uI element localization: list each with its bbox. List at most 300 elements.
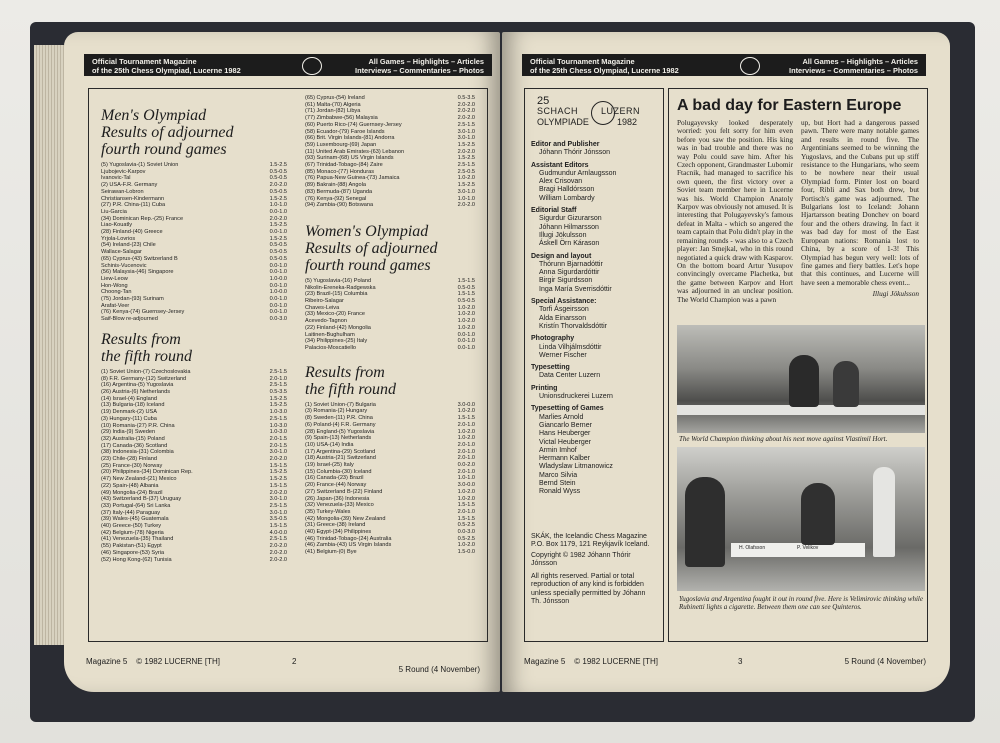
- result-row: [305, 189, 475, 196]
- score: 1.0-0.0: [269, 275, 287, 282]
- score: 1.0-2.0: [457, 428, 475, 435]
- staff-name: Kristín Thorvaldsdóttir: [539, 322, 607, 330]
- result-row: [305, 415, 475, 422]
- pairing: (65) Cyprus-(43) Switzerland B: [101, 255, 178, 262]
- score: 3.0-1.0: [269, 496, 287, 503]
- result-row: [101, 436, 287, 443]
- staff-name: Ronald Wyss: [539, 488, 581, 496]
- score: 1.0-2.0: [457, 495, 475, 502]
- article-headline: A bad day for Eastern Europe: [677, 97, 902, 114]
- score: 0.5-2.5: [457, 535, 475, 542]
- score: 2.0-2.0: [269, 182, 287, 189]
- player-silhouette: [801, 483, 835, 545]
- result-row: [305, 502, 475, 509]
- staff-name: Bernd Stein: [539, 479, 576, 487]
- staff-name: Linda Vilhjálmsdóttir: [539, 343, 602, 351]
- pairing: (52) Hong Kong-(62) Tunisia: [101, 556, 172, 563]
- result-row: [101, 516, 287, 523]
- result-row: [101, 389, 287, 396]
- result-row: [101, 316, 287, 323]
- score: 0.0-1.0: [457, 331, 475, 338]
- header-band-right: [522, 54, 926, 76]
- score: 2.0-2.0: [457, 115, 475, 122]
- score: 1.0-0.0: [269, 289, 287, 296]
- result-row: [305, 325, 475, 332]
- photo-caption-1: The World Champion thinking about his next move against Vlastimil Hort.: [679, 435, 888, 443]
- staff-name: Sigurdur Gizurarson: [539, 215, 602, 223]
- pairing: (5) Yugoslavia-(1) Soviet Union: [101, 162, 179, 168]
- result-row: [101, 490, 287, 497]
- pairing: (40) Egypt-(34) Philippines: [305, 529, 372, 536]
- staff-name: Marlies Arnold: [539, 413, 584, 421]
- score: 1.0-2.0: [457, 324, 475, 331]
- footer-left: Magazine 5 © 1982 LUCERNE [TH]: [524, 657, 658, 666]
- result-row: [101, 182, 287, 189]
- staff-name: Jóhann Hilmarsson: [539, 223, 599, 231]
- pairing: (94) Zambia-(90) Botswana: [305, 202, 374, 209]
- result-row: [305, 449, 475, 456]
- staff-heading: Design and layout: [531, 252, 592, 260]
- score: 2.5-1.5: [269, 536, 287, 543]
- heading-line: the fifth round: [305, 380, 396, 398]
- pairing: (20) Philippines-(34) Dominican Rep.: [101, 469, 193, 476]
- staff-name: Alex Crisovan: [539, 178, 583, 186]
- pairing: (14) Israel-(4) England: [101, 395, 157, 402]
- results-col-1: [101, 107, 287, 563]
- pairing: (33) Mexico-(20) France: [305, 311, 365, 318]
- result-row: [305, 338, 475, 345]
- pairing: (6) Poland-(4) F.R. Germany: [305, 421, 376, 428]
- pairing: (23) Chile-(28) Finland: [101, 456, 157, 463]
- header-left: Official Tournament Magazine of the 25th Chess Olympiad, Lucerne 1982: [530, 57, 679, 75]
- men-fifth-list: [101, 369, 287, 563]
- pairing: (46) Trinidad-Tobago-(24) Australia: [305, 535, 392, 542]
- result-row: [101, 256, 287, 263]
- result-row: [305, 278, 475, 285]
- nameplate: H. Olafsson: [739, 545, 766, 551]
- result-row: [305, 129, 475, 136]
- result-row: [101, 382, 287, 389]
- result-row: [305, 408, 475, 415]
- score: 3.0-1.0: [269, 449, 287, 456]
- pairing: (26) Austria-(6) Netherlands: [101, 388, 171, 395]
- score: 3.0-0.0: [457, 482, 475, 489]
- pairing: (28) England-(5) Yugoslavia: [305, 428, 375, 435]
- result-row: [305, 542, 475, 549]
- staff-name: Thórunn Bjarnadóttir: [539, 260, 603, 268]
- pairing: (10) USA-(14) India: [305, 441, 354, 448]
- skak-address: SKÁK, the Icelandic Chess Magazine P.O. Box 1179, 121 Reykjavík Iceland.: [531, 533, 650, 549]
- staff-heading: Editorial Staff: [531, 207, 577, 215]
- score: 0.5-0.5: [269, 188, 287, 195]
- score: 1.5-2.5: [457, 141, 475, 148]
- pairing: (43) Switzerland B-(37) Uruguay: [101, 496, 182, 503]
- pairing: (35) Turkey-Wales: [305, 508, 351, 515]
- result-row: [305, 475, 475, 482]
- pairing: (66) Brit. Virgin Islands-(81) Andorra: [305, 135, 395, 142]
- pairing: (41) Venezuela-(35) Thailand: [101, 536, 174, 543]
- result-row: [101, 263, 287, 270]
- score: 1.5-2.5: [457, 155, 475, 162]
- staff-name: Alda Einarsson: [539, 314, 587, 322]
- pairing: Liao-Kouatly: [101, 222, 133, 229]
- result-row: [101, 429, 287, 436]
- men-fifth-heading: [101, 331, 287, 365]
- score: 1.0-1.0: [457, 475, 475, 482]
- heading-line: Results of adjourned: [101, 124, 234, 141]
- women-fifth-list: [305, 402, 475, 556]
- score: 1.0-2.0: [457, 408, 475, 415]
- score: 0.5-0.5: [457, 284, 475, 291]
- score: 2.0-1.0: [457, 441, 475, 448]
- result-row: [101, 202, 287, 209]
- staff-heading: Assistant Editors: [531, 161, 589, 169]
- pairing: (27) Switzerland B-(22) Finland: [305, 488, 383, 495]
- score: 1.5-1.5: [457, 291, 475, 298]
- result-row: [305, 135, 475, 142]
- staff-name: Jóhann Thórir Jónsson: [539, 149, 611, 157]
- pairing: Ribeiro-Salagar: [305, 298, 344, 305]
- result-row: [305, 318, 475, 325]
- result-row: [101, 469, 287, 476]
- result-row: [101, 189, 287, 196]
- score: 0.0-1.0: [269, 269, 287, 276]
- score: 1.5-1.5: [457, 502, 475, 509]
- result-row: [305, 549, 475, 556]
- olympiad-logo-icon: [302, 57, 322, 75]
- score: 2.5-1.5: [457, 162, 475, 169]
- pairing: (5) Yugoslavia-(16) Poland: [305, 277, 372, 284]
- result-row: [101, 510, 287, 517]
- pairing: (38) Indonesia-(31) Colombia: [101, 449, 174, 456]
- rights-notice: All rights reserved. Partial or total reproduction of any kind is forbidden unless specially permitted by Jóhann Th. Jónsson: [531, 573, 646, 606]
- score: 0.5-0.5: [457, 298, 475, 305]
- result-row: [305, 529, 475, 536]
- score: 1.5-1.5: [457, 277, 475, 284]
- result-row: [305, 285, 475, 292]
- heading-line: Results from: [101, 330, 181, 348]
- result-row: [101, 483, 287, 490]
- score: 0.0-1.0: [269, 296, 287, 303]
- score: 2.5-1.5: [269, 415, 287, 422]
- article-col-2: up, but Hort had a dangerous passed pawn. There were many notable games and results in round five. The Argentinians seemed to be winning the Yugoslavs, and the Cubans put up stiff resistance to the Hungarians, who seem to be nowhere near their usual Olympiad form. Pinter lost on board four, Ribli and Sax both drew, but Portisch's game was adjourned. The Bulgarians lost to Iceland: Johann Hjartarsson beating Donchev on board four and the others drawing. In fact it was bad day for most of the East European nations: Romania lost to China, by a score of 1-3! This Olympiad has begun very well: lots of fine games and fiery battles. Let's hope that this continues, and Lucerne will have seen a memorable chess event...: [801, 118, 919, 287]
- staff-name: Victal Heuberger: [539, 438, 592, 446]
- result-row: [305, 182, 475, 189]
- result-row: [305, 482, 475, 489]
- result-row: [305, 442, 475, 449]
- pairing: (10) Romania-(27) P.R. China: [101, 422, 175, 429]
- pairing: (29) India-(9) Sweden: [101, 429, 156, 436]
- result-row: [305, 169, 475, 176]
- result-row: [305, 422, 475, 429]
- pairing: (8) F.R. Germany-(12) Switzerland: [101, 375, 187, 382]
- score: 3.0-1.0: [269, 509, 287, 516]
- pairing: (65) Cyprus-(54) Ireland: [305, 95, 365, 101]
- women-adjourned-list: [305, 278, 475, 352]
- article-col-1: Polugayevsky looked desperately worried: you felt sorry for him even before you saw the position. His king was in bad trouble and there was no way Polu could save him. After his Czech opponent, Grandmaster Lubomir Ftacnik, had managed to sacrifice his own queen, the first victory over a Soviet team member here in Lucerne was his. World Champion Anatoly Karpov was obviously not amused. It is interesting that Polugayevsky's famous defeat in Malta - which so angered the team captain that Polu didn't play in the remaining rounds - was also to a Czech player: Jan Smejkal, who in this round negotiated a quick draw with Kasparov. On the bottom board Artur Yusupov convincingly overcame Plachetka, but the game between Karpov and Hort was adjourned in an unclear position. The World Champion was a pawn: [677, 118, 793, 304]
- staff-heading: Typesetting of Games: [531, 405, 604, 413]
- result-row: [101, 169, 287, 176]
- result-row: [101, 249, 287, 256]
- result-row: [305, 298, 475, 305]
- pairing: Ivanovic-Tal: [101, 175, 131, 182]
- pairing: Christiansen-Kindermann: [101, 195, 165, 202]
- right-page: [502, 32, 950, 692]
- heading-line: Men's Olympiad: [101, 107, 207, 124]
- score: 2.0-1.5: [269, 442, 287, 449]
- score: 0.0-1.0: [457, 338, 475, 345]
- result-row: [305, 345, 475, 352]
- score: 2.0-2.0: [269, 456, 287, 463]
- result-row: [305, 305, 475, 312]
- score: 0.5-2.5: [457, 522, 475, 529]
- score: 0.0-1.0: [269, 229, 287, 236]
- result-row: [101, 242, 287, 249]
- header-band: [84, 54, 492, 76]
- pairing: (2) USA-F.R. Germany: [101, 182, 158, 189]
- score: 1.5-1.5: [269, 462, 287, 469]
- pairing: (42) Mongolia-(39) New Zealand: [305, 515, 386, 522]
- pairing: (9) Spain-(13) Netherlands: [305, 435, 372, 442]
- pairing: (1) Soviet Union-(7) Czechoslovakia: [101, 368, 191, 375]
- pairing: Choong-Tan: [101, 289, 132, 296]
- score: 2.0-2.0: [269, 489, 287, 496]
- result-row: [305, 196, 475, 203]
- staff-name: Wladyslaw Litmanowicz: [539, 463, 613, 471]
- result-row: [305, 522, 475, 529]
- staff-name: Marco Silvia: [539, 471, 578, 479]
- staff-name: Unionsdruckerei Luzern: [539, 393, 613, 401]
- result-row: [101, 550, 287, 557]
- pairing: (71) Jordan-(82) Libya: [305, 108, 361, 115]
- men-adjourned-heading: [101, 107, 287, 158]
- page-edges: [34, 45, 64, 645]
- spectator-silhouette: [873, 467, 895, 557]
- score: 1.5-2.5: [269, 222, 287, 229]
- women-adjourned-heading: [305, 223, 475, 274]
- result-row: [305, 102, 475, 109]
- result-row: [101, 289, 287, 296]
- score: 2.5-0.5: [457, 168, 475, 175]
- women-fifth-heading: [305, 364, 475, 398]
- score: 2.5-1.5: [457, 121, 475, 128]
- pairing: (1) Soviet Union-(7) Bulgaria: [305, 401, 376, 408]
- score: 2.0-1.0: [269, 375, 287, 382]
- header-right: All Games – Highlights – Articles Interviews – Commentaries – Photos: [789, 57, 918, 75]
- result-row: [305, 496, 475, 503]
- score: 1.0-3.0: [269, 429, 287, 436]
- score: 1.5-2.5: [269, 235, 287, 242]
- pairing: (16) Argentina-(5) Yugoslavia: [101, 382, 174, 389]
- result-row: [101, 463, 287, 470]
- result-row: [101, 303, 287, 310]
- result-row: [101, 443, 287, 450]
- score: 1.0-1.0: [269, 202, 287, 209]
- pairing: (22) Spain-(48) Albania: [101, 482, 159, 489]
- heading-line: fourth round games: [101, 141, 227, 158]
- result-row: [305, 122, 475, 129]
- result-row: [305, 469, 475, 476]
- article-box: [668, 88, 928, 642]
- pairing: (40) Greece-(50) Turkey: [101, 523, 161, 530]
- score: 1.0-2.0: [457, 311, 475, 318]
- pairing: (55) Pakistan-(51) Egypt: [101, 543, 162, 550]
- pairing: (37) Italy-(44) Paraguay: [101, 509, 161, 516]
- article-col-2-wrap: [801, 119, 919, 299]
- score: 1.5-1.5: [269, 482, 287, 489]
- score: 1.5-2.5: [269, 395, 287, 402]
- heading-line: Results from: [305, 363, 385, 381]
- score: 1.5-2.5: [269, 195, 287, 202]
- pairing: (15) Columbia-(30) Iceland: [305, 468, 372, 475]
- result-row: [305, 332, 475, 339]
- score: 0.5-3.5: [269, 388, 287, 395]
- pairing: (23) Brazil-(15) Columbia: [305, 291, 368, 298]
- pairing: (22) Finland-(42) Mongolia: [305, 324, 371, 331]
- result-row: [101, 496, 287, 503]
- staff-name: William Lombardy: [539, 194, 595, 202]
- score: 1.5-2.5: [457, 182, 475, 189]
- page-number: 2: [292, 657, 297, 666]
- score: 0.0-3.0: [269, 316, 287, 323]
- footer-right: 5 Round (4 November): [398, 665, 480, 674]
- pairing: (59) Luxembourg-(69) Japan: [305, 141, 377, 148]
- staff-heading: Typesetting: [531, 364, 570, 372]
- score: 2.0-1.0: [457, 421, 475, 428]
- score: 1.0-1.0: [457, 195, 475, 202]
- pairing: (25) France-(30) Norway: [101, 462, 163, 469]
- result-row: [101, 376, 287, 383]
- score: 2.0-2.0: [457, 148, 475, 155]
- result-row: [305, 202, 475, 209]
- pairing: Laitinen-Bughulham: [305, 331, 355, 338]
- result-row: [101, 269, 287, 276]
- staff-name: Inga María Sverrisdóttir: [539, 285, 612, 293]
- staff-name: Werner Fischer: [539, 351, 587, 359]
- footer-left: Magazine 5 © 1982 LUCERNE [TH]: [86, 657, 220, 666]
- pairing: (76) Papua-New Guinea-(73) Jamaica: [305, 175, 400, 182]
- score: 2.0-2.0: [269, 549, 287, 556]
- men-fifth-list-cont: [305, 95, 475, 209]
- article-byline: Illugi Jökulsson: [872, 289, 919, 299]
- result-row: [101, 536, 287, 543]
- pairing: (76) Kenya-(92) Senegal: [305, 195, 367, 202]
- score: 0.0-3.0: [457, 529, 475, 536]
- result-row: [305, 489, 475, 496]
- pairing: (49) Mongolia-(24) Brazil: [101, 489, 163, 496]
- score: 1.5-0.0: [457, 549, 475, 556]
- pairing: Seirawan-Lobron: [101, 188, 144, 195]
- nameplate: P. Velikov: [797, 545, 819, 551]
- staff-name: Anna Sigurdardóttir: [539, 269, 600, 277]
- pairing: Schinis-Vucenovic: [101, 262, 147, 269]
- score: 0.5-0.5: [269, 175, 287, 182]
- result-row: [305, 516, 475, 523]
- olympiad-logo-icon: [740, 57, 760, 75]
- score: 1.0-2.0: [457, 488, 475, 495]
- photo-yugoslavia-argentina: [677, 447, 925, 591]
- pairing: Nikolin-Ereneka-Radgewska: [305, 284, 376, 291]
- pairing: (34) Dominican Rep.-(25) France: [101, 215, 184, 222]
- left-page: [64, 32, 500, 692]
- result-row: [305, 142, 475, 149]
- pairing: (32) Australia-(15) Poland: [101, 435, 165, 442]
- result-row: [101, 369, 287, 376]
- men-adjourned-list: [101, 162, 287, 323]
- result-row: [101, 309, 287, 316]
- result-row: [305, 429, 475, 436]
- result-row: [305, 462, 475, 469]
- result-row: [101, 222, 287, 229]
- staff-list: [531, 137, 657, 497]
- result-row: [101, 209, 287, 216]
- pairing: (60) Puerto Rico-(74) Guernsey-Jersey: [305, 121, 402, 128]
- score: 1.0-2.0: [457, 304, 475, 311]
- score: 2.0-1.0: [457, 508, 475, 515]
- pairing: Arafat-Veer: [101, 302, 130, 309]
- result-row: [101, 423, 287, 430]
- heading-line: the fifth round: [101, 347, 192, 365]
- staff-heading: Printing: [531, 384, 558, 392]
- score: 1.5-2.5: [269, 162, 287, 168]
- heading-line: fourth round games: [305, 256, 431, 274]
- pairing: (28) Finland-(40) Greece: [101, 229, 163, 236]
- pairing: Hon-Wong: [101, 282, 128, 289]
- result-row: [305, 155, 475, 162]
- staff-name: Hermann Kalber: [539, 455, 590, 463]
- page-number: 3: [738, 657, 743, 666]
- score: 1.5-1.5: [269, 523, 287, 530]
- pairing: (32) Venezuela-(33) Mexico: [305, 502, 374, 509]
- score: 0.0-1.0: [269, 309, 287, 316]
- pairing: (34) Philippines-(25) Italy: [305, 338, 368, 345]
- result-row: [101, 476, 287, 483]
- pairing: (16) Canada-(23) Brazil: [305, 475, 364, 482]
- player-silhouette: [789, 355, 819, 407]
- pairing: (39) Wales-(45) Guatemala: [101, 516, 169, 523]
- result-row: [305, 291, 475, 298]
- score: 0.5-3.5: [457, 95, 475, 101]
- result-row: [305, 108, 475, 115]
- score: 2.0-2.0: [269, 215, 287, 222]
- result-row: [305, 95, 475, 102]
- pairing: (46) Singapore-(53) Syria: [101, 549, 165, 556]
- score: 2.5-1.5: [269, 382, 287, 389]
- pairing: (20) France-(44) Norway: [305, 482, 367, 489]
- score: 2.0-2.0: [457, 202, 475, 209]
- result-row: [305, 536, 475, 543]
- header-left: Official Tournament Magazine of the 25th Chess Olympiad, Lucerne 1982: [92, 57, 241, 75]
- footer-right: 5 Round (4 November): [844, 657, 926, 666]
- photo-caption-2: Yugoslavia and Argentina fought it out in round five. Here is Velimirovic thinking while Rubinetti lights a cigarette. Between them one can see Quinteros.: [679, 595, 923, 611]
- score: 0.0-1.0: [269, 302, 287, 309]
- pairing: (27) P.R. China-(11) Cuba: [101, 202, 166, 209]
- colophon: [531, 533, 657, 606]
- score: 1.5-2.5: [269, 402, 287, 409]
- score: 0.5-0.5: [269, 255, 287, 262]
- score: 1.0-3.0: [269, 409, 287, 416]
- score: 0.5-0.5: [269, 168, 287, 175]
- score: 2.5-1.5: [269, 502, 287, 509]
- staff-name: Birgir Sigurdsson: [539, 277, 593, 285]
- result-row: [305, 435, 475, 442]
- score: 0.5-0.5: [269, 249, 287, 256]
- pairing: (11) United Arab Emirates-(63) Lebanon: [305, 148, 405, 155]
- result-row: [101, 396, 287, 403]
- staff-name: Bragi Halldórsson: [539, 186, 595, 194]
- pairing: (58) Ecuador-(79) Faroe Islands: [305, 128, 385, 135]
- score: 3.5-0.5: [269, 516, 287, 523]
